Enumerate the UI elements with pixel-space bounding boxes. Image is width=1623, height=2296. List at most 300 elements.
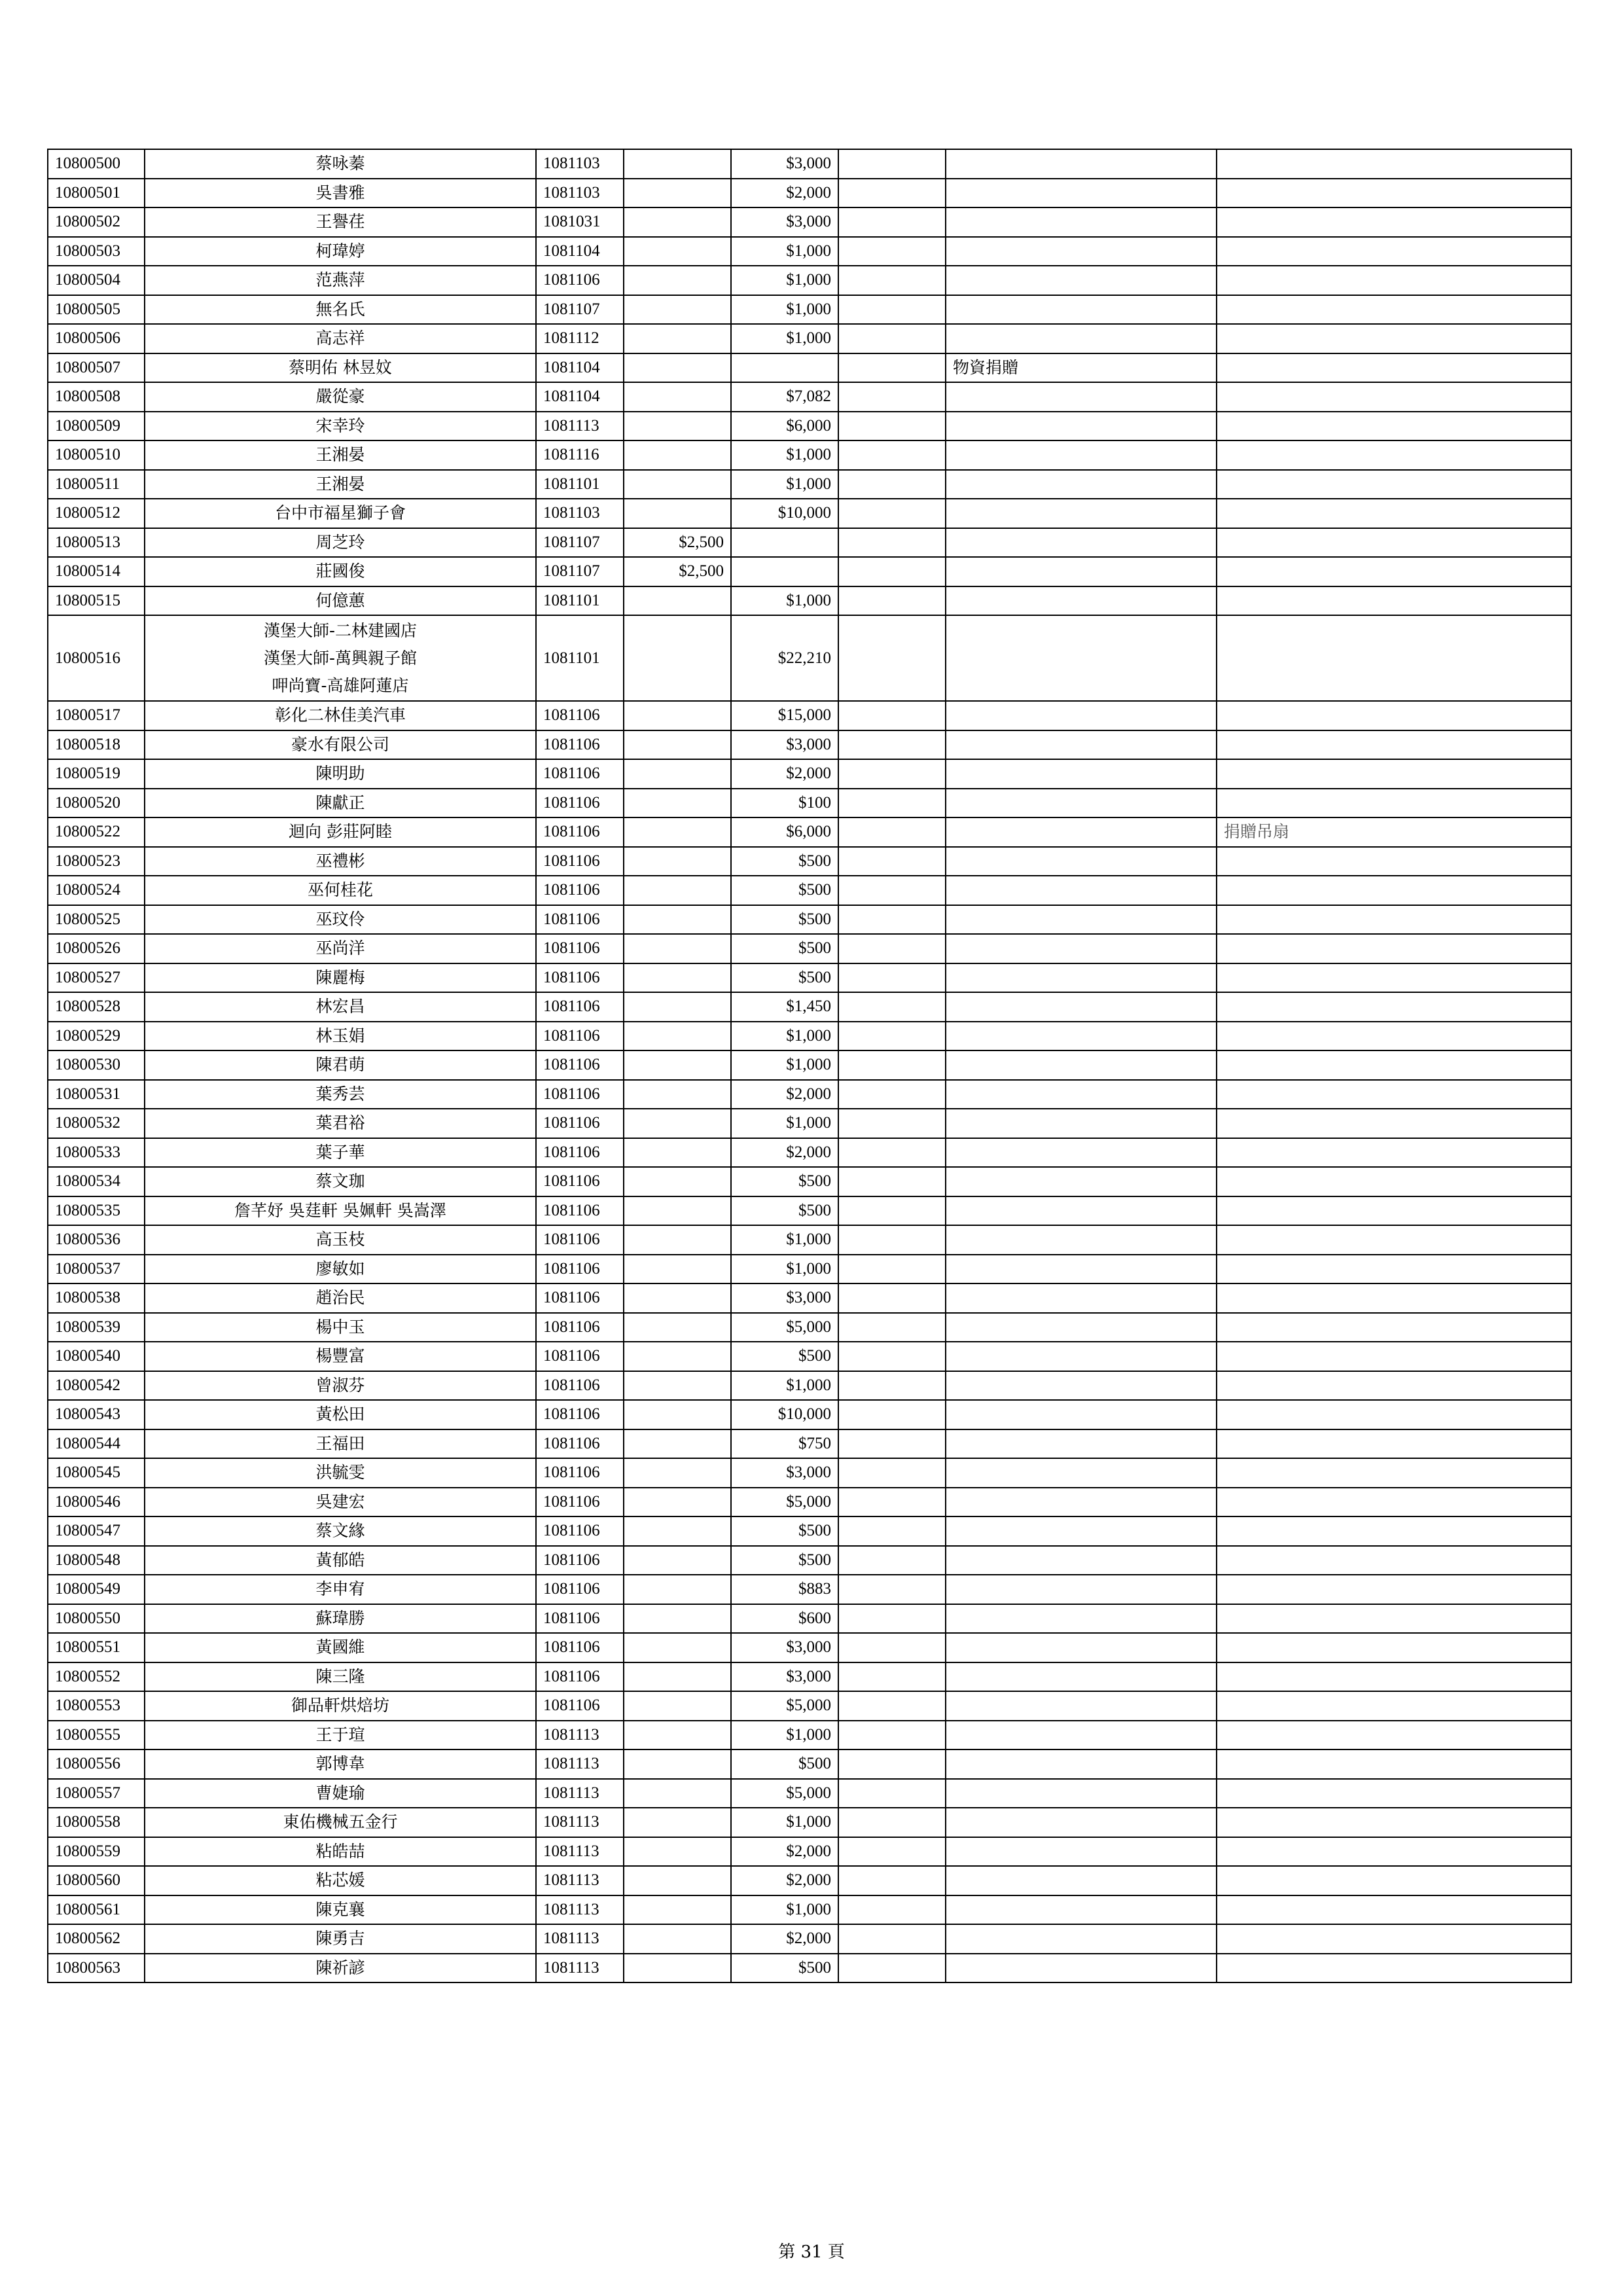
amount-b-cell: $500 [731,905,838,935]
note-3-cell [1217,470,1571,499]
table-row [48,1516,1571,1546]
amount-a-cell [624,1691,731,1721]
note-1-cell [838,1255,946,1284]
donor-name-cell: 宋幸玲 [145,412,536,441]
note-2-cell [946,586,1217,616]
amount-b-cell: $1,000 [731,1255,838,1284]
table-row [48,1691,1571,1721]
table-row [48,179,1571,208]
donor-name-cell: 曹婕瑜 [145,1779,536,1808]
donor-id-cell: 10800511 [48,470,145,499]
donor-name-cell: 陳祈諺 [145,1954,536,1983]
donor-id-cell: 10800501 [48,179,145,208]
note-2-cell [946,1167,1217,1196]
donor-name-cell: 范燕萍 [145,266,536,295]
table-row [48,412,1571,441]
donor-id-cell: 10800533 [48,1138,145,1168]
note-2-cell [946,1488,1217,1517]
note-3-cell [1217,1749,1571,1779]
donor-name-cell: 王譽荏 [145,207,536,237]
page-number: 第 31 頁 [778,2242,845,2262]
note-3-cell [1217,1400,1571,1429]
date-cell: 1081113 [536,1895,624,1925]
table-row [48,1109,1571,1138]
amount-a-cell [624,1050,731,1080]
date-cell: 1081106 [536,1604,624,1634]
note-3-cell [1217,1371,1571,1401]
date-cell: 1081106 [536,730,624,760]
date-cell: 1081106 [536,1429,624,1459]
donor-name-cell: 巫何桂花 [145,876,536,905]
donor-name-cell: 吳書雅 [145,179,536,208]
note-1-cell [838,1779,946,1808]
table-row [48,149,1571,179]
amount-b-cell: $883 [731,1575,838,1604]
donor-name-cell: 巫尚洋 [145,934,536,963]
amount-b-cell [731,557,838,586]
amount-b-cell: $750 [731,1429,838,1459]
amount-b-cell: $1,000 [731,440,838,470]
note-2-cell [946,1109,1217,1138]
donor-id-cell: 10800555 [48,1721,145,1750]
note-2-cell [946,295,1217,325]
table-row [48,237,1571,266]
donor-id-cell: 10800548 [48,1546,145,1575]
amount-a-cell [624,992,731,1022]
note-1-cell [838,1691,946,1721]
date-cell: 1081113 [536,1808,624,1837]
note-3-cell [1217,1458,1571,1488]
note-1-cell [838,817,946,847]
note-2-cell [946,324,1217,353]
donor-id-cell: 10800514 [48,557,145,586]
note-2-cell [946,1255,1217,1284]
note-3-cell [1217,759,1571,789]
table-row [48,382,1571,412]
amount-a-cell [624,149,731,179]
date-cell: 1081113 [536,1924,624,1954]
donor-id-cell: 10800551 [48,1633,145,1662]
donor-name-cell: 廖敏如 [145,1255,536,1284]
amount-a-cell [624,1546,731,1575]
amount-b-cell: $3,000 [731,1283,838,1313]
donor-id-cell: 10800502 [48,207,145,237]
amount-a-cell [624,876,731,905]
note-1-cell [838,1196,946,1226]
date-cell: 1081106 [536,1225,624,1255]
donor-name-cell [145,615,536,701]
note-1-cell [838,179,946,208]
note-2-cell [946,817,1217,847]
note-1-cell [838,1924,946,1954]
donor-id-cell: 10800545 [48,1458,145,1488]
amount-a-cell [624,1429,731,1459]
note-3-cell [1217,1342,1571,1371]
donor-name-cell: 柯瑋婷 [145,237,536,266]
amount-b-cell: $1,000 [731,237,838,266]
table-row [48,1225,1571,1255]
amount-b-cell [731,528,838,558]
note-2-cell [946,1429,1217,1459]
table-row [48,266,1571,295]
amount-a-cell [624,1662,731,1692]
donor-name-cell: 黃國維 [145,1633,536,1662]
amount-b-cell: $500 [731,876,838,905]
note-1-cell [838,1837,946,1867]
note-2-cell [946,207,1217,237]
date-cell: 1081106 [536,1342,624,1371]
note-1-cell [838,1749,946,1779]
note-3-cell [1217,847,1571,876]
amount-b-cell [731,353,838,383]
date-cell: 1081116 [536,440,624,470]
date-cell: 1081106 [536,759,624,789]
donor-id-cell: 10800512 [48,499,145,528]
note-2-cell [946,1138,1217,1168]
amount-a-cell [624,1313,731,1342]
amount-a-cell [624,1516,731,1546]
donor-id-cell: 10800552 [48,1662,145,1692]
donor-name-cell: 黃郁皓 [145,1546,536,1575]
amount-a-cell [624,1954,731,1983]
donor-id-cell: 10800547 [48,1516,145,1546]
note-3-cell [1217,1313,1571,1342]
note-2-cell [946,730,1217,760]
donor-name-cell: 莊國俊 [145,557,536,586]
amount-a-cell: $2,500 [624,557,731,586]
date-cell: 1081106 [536,1633,624,1662]
note-1-cell [838,528,946,558]
date-cell: 1081113 [536,1779,624,1808]
date-cell: 1081101 [536,470,624,499]
amount-b-cell: $500 [731,1749,838,1779]
amount-a-cell [624,179,731,208]
note-3-cell [1217,1196,1571,1226]
amount-b-cell: $6,000 [731,817,838,847]
donor-name-cell: 彰化二林佳美汽車 [145,701,536,730]
note-3-cell [1217,1488,1571,1517]
note-3-cell [1217,1691,1571,1721]
amount-b-cell: $500 [731,1954,838,1983]
donor-id-cell: 10800523 [48,847,145,876]
note-3-cell [1217,1837,1571,1867]
note-2-cell [946,1924,1217,1954]
donor-id-cell: 10800559 [48,1837,145,1867]
note-2-cell [946,1837,1217,1867]
amount-b-cell: $2,000 [731,1924,838,1954]
date-cell: 1081106 [536,1662,624,1692]
note-2-cell [946,412,1217,441]
table-row [48,1371,1571,1401]
note-3-cell [1217,440,1571,470]
note-2-cell [946,789,1217,818]
donor-id-cell: 10800525 [48,905,145,935]
note-3-cell [1217,1721,1571,1750]
note-2-cell [946,1080,1217,1109]
note-3-cell [1217,1604,1571,1634]
table-row [48,1837,1571,1867]
note-1-cell [838,1225,946,1255]
donor-name-cell: 粘芯媛 [145,1866,536,1895]
amount-a-cell [624,1866,731,1895]
donor-name-cell: 陳君萌 [145,1050,536,1080]
donor-name-cell: 東佑機械五金行 [145,1808,536,1837]
note-1-cell [838,295,946,325]
donor-name-cell: 豪水有限公司 [145,730,536,760]
note-1-cell [838,1604,946,1634]
amount-b-cell: $1,000 [731,1721,838,1750]
amount-b-cell: $1,000 [731,1225,838,1255]
note-2-cell [946,1400,1217,1429]
note-1-cell [838,557,946,586]
amount-b-cell: $100 [731,789,838,818]
amount-b-cell: $500 [731,1196,838,1226]
date-cell: 1081106 [536,1080,624,1109]
amount-a-cell [624,1808,731,1837]
amount-a-cell [624,412,731,441]
table-row [48,1138,1571,1168]
date-cell: 1081112 [536,324,624,353]
date-cell: 1081106 [536,1458,624,1488]
donor-id-cell: 10800538 [48,1283,145,1313]
donor-id-cell: 10800563 [48,1954,145,1983]
table-row [48,876,1571,905]
table-row [48,1895,1571,1925]
note-2-cell [946,992,1217,1022]
date-cell: 1081106 [536,1050,624,1080]
amount-b-cell: $15,000 [731,701,838,730]
table-row [48,1721,1571,1750]
amount-a-cell [624,470,731,499]
amount-b-cell: $3,000 [731,1633,838,1662]
donor-id-cell: 10800529 [48,1022,145,1051]
donor-name-cell: 陳獻正 [145,789,536,818]
note-3-cell [1217,615,1571,701]
amount-a-cell [624,1167,731,1196]
note-3-cell [1217,1866,1571,1895]
donor-name-cell: 周芝玲 [145,528,536,558]
table-row [48,963,1571,993]
note-1-cell [838,1546,946,1575]
note-2-cell [946,470,1217,499]
table-row [48,1749,1571,1779]
date-cell: 1081106 [536,847,624,876]
note-1-cell [838,1429,946,1459]
date-cell: 1081106 [536,934,624,963]
amount-a-cell [624,1575,731,1604]
table-row [48,1429,1571,1459]
note-3-cell [1217,353,1571,383]
table-row [48,295,1571,325]
amount-a-cell [624,499,731,528]
donor-id-cell: 10800537 [48,1255,145,1284]
amount-b-cell: $5,000 [731,1779,838,1808]
table-row [48,905,1571,935]
date-cell: 1081106 [536,1255,624,1284]
donor-id-cell: 10800500 [48,149,145,179]
table-row [48,847,1571,876]
donor-name-cell: 巫玟伶 [145,905,536,935]
amount-b-cell: $1,000 [731,1022,838,1051]
note-1-cell [838,1080,946,1109]
note-2-cell [946,1691,1217,1721]
table-row [48,499,1571,528]
table-row [48,1808,1571,1837]
amount-a-cell [624,1895,731,1925]
table-row [48,1604,1571,1634]
note-1-cell [838,440,946,470]
donor-id-cell: 10800558 [48,1808,145,1837]
note-1-cell [838,1633,946,1662]
note-2-cell [946,876,1217,905]
amount-a-cell [624,1721,731,1750]
note-2-cell [946,237,1217,266]
note-2-cell [946,1022,1217,1051]
note-3-cell [1217,1895,1571,1925]
amount-b-cell: $3,000 [731,207,838,237]
note-3-cell [1217,963,1571,993]
donor-id-cell: 10800515 [48,586,145,616]
note-2-cell [946,1196,1217,1226]
donor-id-cell: 10800549 [48,1575,145,1604]
amount-a-cell [624,1080,731,1109]
donor-id-cell: 10800509 [48,412,145,441]
note-3-cell [1217,382,1571,412]
amount-a-cell [624,1138,731,1168]
amount-b-cell: $500 [731,1516,838,1546]
date-cell: 1081113 [536,1866,624,1895]
amount-b-cell: $500 [731,1167,838,1196]
amount-b-cell: $1,000 [731,586,838,616]
amount-b-cell: $3,000 [731,1662,838,1692]
amount-a-cell: $2,500 [624,528,731,558]
amount-b-cell: $500 [731,934,838,963]
note-3-cell [1217,1954,1571,1983]
donor-name-cell: 吳建宏 [145,1488,536,1517]
note-3-cell [1217,1924,1571,1954]
note-3-cell [1217,324,1571,353]
note-2-cell [946,1342,1217,1371]
amount-a-cell [624,353,731,383]
note-1-cell [838,207,946,237]
table-row [48,324,1571,353]
note-2-cell [946,1954,1217,1983]
note-2-cell [946,847,1217,876]
table-row [48,528,1571,558]
note-1-cell [838,1458,946,1488]
date-cell: 1081106 [536,1400,624,1429]
donor-id-cell: 10800539 [48,1313,145,1342]
donor-name-cell: 蔡文珈 [145,1167,536,1196]
amount-b-cell: $6,000 [731,412,838,441]
note-2-cell [946,701,1217,730]
note-2-cell [946,1604,1217,1634]
note-2-cell [946,557,1217,586]
note-2-cell [946,1779,1217,1808]
donor-name-cell: 御品軒烘焙坊 [145,1691,536,1721]
table-row [48,1546,1571,1575]
donor-id-cell: 10800520 [48,789,145,818]
date-cell: 1081106 [536,963,624,993]
note-1-cell [838,934,946,963]
note-3-cell [1217,934,1571,963]
table-row [48,1458,1571,1488]
date-cell: 1081106 [536,1488,624,1517]
donor-name-cell: 葉君裕 [145,1109,536,1138]
amount-a-cell [624,586,731,616]
note-3-cell [1217,992,1571,1022]
amount-b-cell: $500 [731,963,838,993]
date-cell: 1081106 [536,817,624,847]
donor-id-cell: 10800553 [48,1691,145,1721]
donor-name-cell: 王福田 [145,1429,536,1459]
date-cell: 1081103 [536,499,624,528]
date-cell: 1081106 [536,789,624,818]
note-1-cell [838,1954,946,1983]
amount-b-cell: $3,000 [731,149,838,179]
amount-b-cell: $1,000 [731,266,838,295]
note-1-cell [838,876,946,905]
note-1-cell [838,992,946,1022]
date-cell: 1081106 [536,1575,624,1604]
note-3-cell: 捐贈吊扇 [1217,817,1571,847]
amount-a-cell [624,324,731,353]
note-3-cell [1217,1808,1571,1837]
donor-id-cell: 10800519 [48,759,145,789]
donor-id-cell: 10800530 [48,1050,145,1080]
note-3-cell [1217,701,1571,730]
amount-a-cell [624,934,731,963]
donor-id-cell: 10800508 [48,382,145,412]
donor-id-cell: 10800544 [48,1429,145,1459]
table-row [48,557,1571,586]
note-3-cell [1217,1225,1571,1255]
donor-id-cell: 10800507 [48,353,145,383]
note-3-cell [1217,499,1571,528]
note-2-cell [946,382,1217,412]
amount-a-cell [624,1779,731,1808]
donor-name-cell: 楊豐富 [145,1342,536,1371]
donor-name-cell: 嚴從豪 [145,382,536,412]
table-row [48,759,1571,789]
note-2-cell [946,963,1217,993]
note-2-cell [946,1371,1217,1401]
note-1-cell [838,470,946,499]
donor-id-cell: 10800524 [48,876,145,905]
note-1-cell [838,1109,946,1138]
note-1-cell [838,789,946,818]
amount-a-cell [624,1400,731,1429]
date-cell: 1081107 [536,528,624,558]
amount-a-cell [624,1196,731,1226]
date-cell: 1081113 [536,1721,624,1750]
note-2-cell [946,1866,1217,1895]
note-2-cell [946,528,1217,558]
note-1-cell [838,1808,946,1837]
note-1-cell [838,730,946,760]
note-1-cell [838,266,946,295]
amount-b-cell: $1,000 [731,1808,838,1837]
date-cell: 1081106 [536,1313,624,1342]
date-cell: 1081113 [536,1954,624,1983]
note-1-cell [838,412,946,441]
donor-id-cell: 10800534 [48,1167,145,1196]
donor-name-cell: 蔡明佑 林昱妏 [145,353,536,383]
date-cell: 1081106 [536,1516,624,1546]
note-3-cell [1217,1779,1571,1808]
amount-b-cell: $3,000 [731,730,838,760]
date-cell: 1081103 [536,149,624,179]
